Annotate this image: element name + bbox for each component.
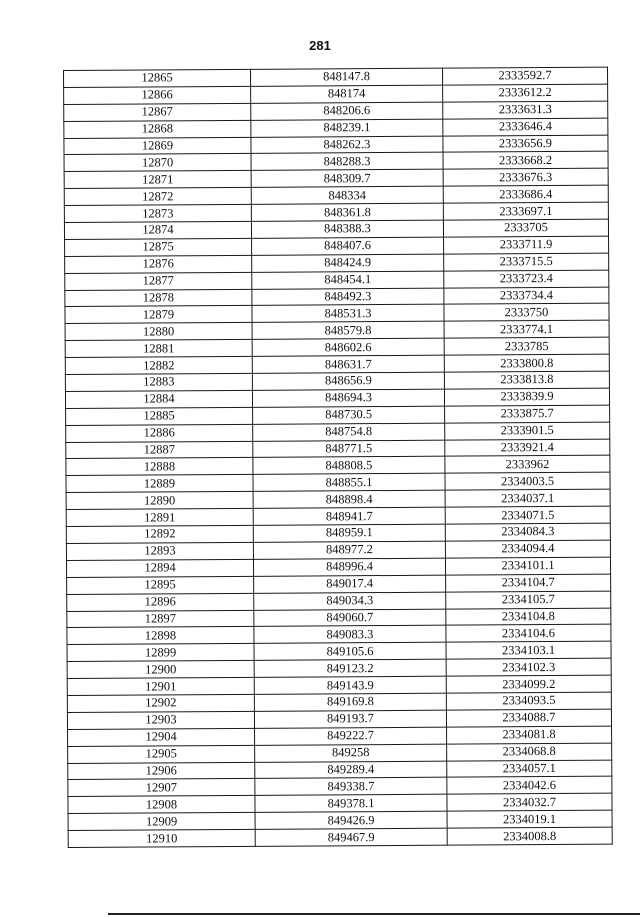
point-id-cell: 12876 [65,255,252,273]
y-coordinate-cell: 2333612.2 [443,84,608,102]
y-coordinate-cell: 2334071.5 [445,506,610,524]
y-coordinate-cell: 2333750 [444,304,609,322]
y-coordinate-cell: 2333734.4 [444,287,609,305]
point-id-cell: 12903 [67,711,254,729]
y-coordinate-cell: 2334008.8 [447,827,612,845]
y-coordinate-cell: 2334003.5 [445,473,610,491]
x-coordinate-cell: 848239.1 [251,119,443,137]
y-coordinate-cell: 2333631.3 [443,101,608,119]
point-id-cell: 12870 [64,154,251,172]
point-id-cell: 12897 [67,610,254,628]
bottom-rule [108,913,640,915]
y-coordinate-cell: 2334094.4 [445,540,610,558]
y-coordinate-cell: 2334088.7 [446,709,611,727]
point-id-cell: 12869 [64,137,251,155]
x-coordinate-cell: 848898.4 [253,490,445,508]
x-coordinate-cell: 849169.8 [254,693,446,711]
x-coordinate-cell: 849258 [255,744,447,762]
y-coordinate-cell: 2334019.1 [447,810,612,828]
point-id-cell: 12909 [68,813,255,831]
x-coordinate-cell: 848754.8 [253,423,445,441]
y-coordinate-cell: 2333668.2 [443,152,608,170]
x-coordinate-cell: 849289.4 [255,761,447,779]
y-coordinate-cell: 2334093.5 [446,692,611,710]
x-coordinate-cell: 848579.8 [252,322,444,340]
x-coordinate-cell: 848361.8 [251,203,443,221]
y-coordinate-cell: 2333785 [444,337,609,355]
point-id-cell: 12896 [67,593,254,611]
y-coordinate-cell: 2333774.1 [444,321,609,339]
y-coordinate-cell: 2333686.4 [443,185,608,203]
point-id-cell: 12888 [66,458,253,476]
y-coordinate-cell: 2333813.8 [444,371,609,389]
point-id-cell: 12875 [65,238,252,256]
x-coordinate-cell: 848602.6 [252,338,444,356]
point-id-cell: 12877 [65,272,252,290]
point-id-cell: 12907 [68,779,255,797]
y-coordinate-cell: 2334102.3 [446,658,611,676]
point-id-cell: 12889 [66,475,253,493]
x-coordinate-cell: 848288.3 [251,153,443,171]
y-coordinate-cell: 2333921.4 [445,439,610,457]
y-coordinate-cell: 2333676.3 [443,169,608,187]
x-coordinate-cell: 848694.3 [252,389,444,407]
y-coordinate-cell: 2334084.3 [445,523,610,541]
y-coordinate-cell: 2334104.8 [446,608,611,626]
y-coordinate-cell: 2334103.1 [446,641,611,659]
y-coordinate-cell: 2333592.7 [442,67,607,85]
x-coordinate-cell: 848730.5 [253,406,445,424]
point-id-cell: 12868 [64,120,251,138]
x-coordinate-cell: 848631.7 [252,355,444,373]
y-coordinate-cell: 2333697.1 [443,202,608,220]
point-id-cell: 12899 [67,644,254,662]
x-coordinate-cell: 848334 [251,186,443,204]
x-coordinate-cell: 848147.8 [250,68,442,86]
x-coordinate-cell: 849143.9 [254,676,446,694]
x-coordinate-cell: 848771.5 [253,440,445,458]
point-id-cell: 12895 [67,576,254,594]
point-id-cell: 12892 [66,525,253,543]
point-id-cell: 12878 [65,289,252,307]
point-id-cell: 12900 [67,661,254,679]
x-coordinate-cell: 849193.7 [254,710,446,728]
point-id-cell: 12882 [65,356,252,374]
y-coordinate-cell: 2334105.7 [446,591,611,609]
y-coordinate-cell: 2334057.1 [447,760,612,778]
point-id-cell: 12893 [66,542,253,560]
x-coordinate-cell: 848977.2 [253,541,445,559]
point-id-cell: 12886 [66,424,253,442]
point-id-cell: 12894 [66,559,253,577]
y-coordinate-cell: 2333962 [445,456,610,474]
point-id-cell: 12906 [68,762,255,780]
y-coordinate-cell: 2334104.7 [446,574,611,592]
point-id-cell: 12874 [64,221,251,239]
point-id-cell: 12867 [64,103,251,121]
y-coordinate-cell: 2334081.8 [447,726,612,744]
point-id-cell: 12871 [64,171,251,189]
point-id-cell: 12879 [65,306,252,324]
x-coordinate-cell: 848808.5 [253,457,445,475]
y-coordinate-cell: 2333715.5 [444,253,609,271]
point-id-cell: 12910 [68,829,255,847]
x-coordinate-cell: 848454.1 [252,271,444,289]
x-coordinate-cell: 849017.4 [254,575,446,593]
x-coordinate-cell: 848309.7 [251,170,443,188]
y-coordinate-cell: 2334068.8 [447,743,612,761]
point-id-cell: 12890 [66,492,253,510]
y-coordinate-cell: 2333646.4 [443,118,608,136]
point-id-cell: 12908 [68,796,255,814]
y-coordinate-cell: 2333901.5 [445,422,610,440]
point-id-cell: 12872 [64,188,251,206]
y-coordinate-cell: 2333656.9 [443,135,608,153]
x-coordinate-cell: 848656.9 [252,372,444,390]
point-id-cell: 12865 [64,69,251,87]
point-id-cell: 12880 [65,323,252,341]
point-id-cell: 12904 [68,728,255,746]
x-coordinate-cell: 848407.6 [252,237,444,255]
x-coordinate-cell: 849222.7 [255,727,447,745]
y-coordinate-cell: 2334032.7 [447,793,612,811]
page-number: 281 [309,38,331,53]
x-coordinate-cell: 848206.6 [251,102,443,120]
x-coordinate-cell: 848941.7 [253,507,445,525]
coordinate-table [63,67,613,848]
point-id-cell: 12884 [65,390,252,408]
x-coordinate-cell: 849034.3 [254,592,446,610]
point-id-cell: 12901 [67,677,254,695]
x-coordinate-cell: 849123.2 [254,659,446,677]
point-id-cell: 12905 [68,745,255,763]
x-coordinate-cell: 848424.9 [252,254,444,272]
y-coordinate-cell: 2334042.6 [447,777,612,795]
x-coordinate-cell: 848262.3 [251,136,443,154]
x-coordinate-cell: 848855.1 [253,474,445,492]
point-id-cell: 12873 [64,204,251,222]
table-row [68,827,612,847]
x-coordinate-cell: 849338.7 [255,778,447,796]
point-id-cell: 12885 [66,407,253,425]
x-coordinate-cell: 849083.3 [254,626,446,644]
y-coordinate-cell: 2333839.9 [444,388,609,406]
x-coordinate-cell: 848174 [251,85,443,103]
y-coordinate-cell: 2334099.2 [446,675,611,693]
y-coordinate-cell: 2334037.1 [445,489,610,507]
x-coordinate-cell: 849467.9 [255,828,447,846]
x-coordinate-cell: 849105.6 [254,642,446,660]
point-id-cell: 12898 [67,627,254,645]
point-id-cell: 12891 [66,509,253,527]
point-id-cell: 12887 [66,441,253,459]
point-id-cell: 12881 [65,340,252,358]
point-id-cell: 12902 [67,694,254,712]
y-coordinate-cell: 2333711.9 [444,236,609,254]
point-id-cell: 12866 [64,86,251,104]
y-coordinate-cell: 2334101.1 [445,557,610,575]
x-coordinate-cell: 849060.7 [254,609,446,627]
x-coordinate-cell: 848996.4 [253,558,445,576]
x-coordinate-cell: 849378.1 [255,794,447,812]
y-coordinate-cell: 2334104.6 [446,625,611,643]
y-coordinate-cell: 2333800.8 [444,354,609,372]
coordinate-table-wrapper [63,67,612,848]
x-coordinate-cell: 849426.9 [255,811,447,829]
x-coordinate-cell: 848388.3 [251,220,443,238]
y-coordinate-cell: 2333875.7 [445,405,610,423]
y-coordinate-cell: 2333723.4 [444,270,609,288]
point-id-cell: 12883 [65,373,252,391]
y-coordinate-cell: 2333705 [443,219,608,237]
x-coordinate-cell: 848531.3 [252,305,444,323]
coordinate-table-body [64,67,613,847]
x-coordinate-cell: 848959.1 [253,524,445,542]
x-coordinate-cell: 848492.3 [252,288,444,306]
